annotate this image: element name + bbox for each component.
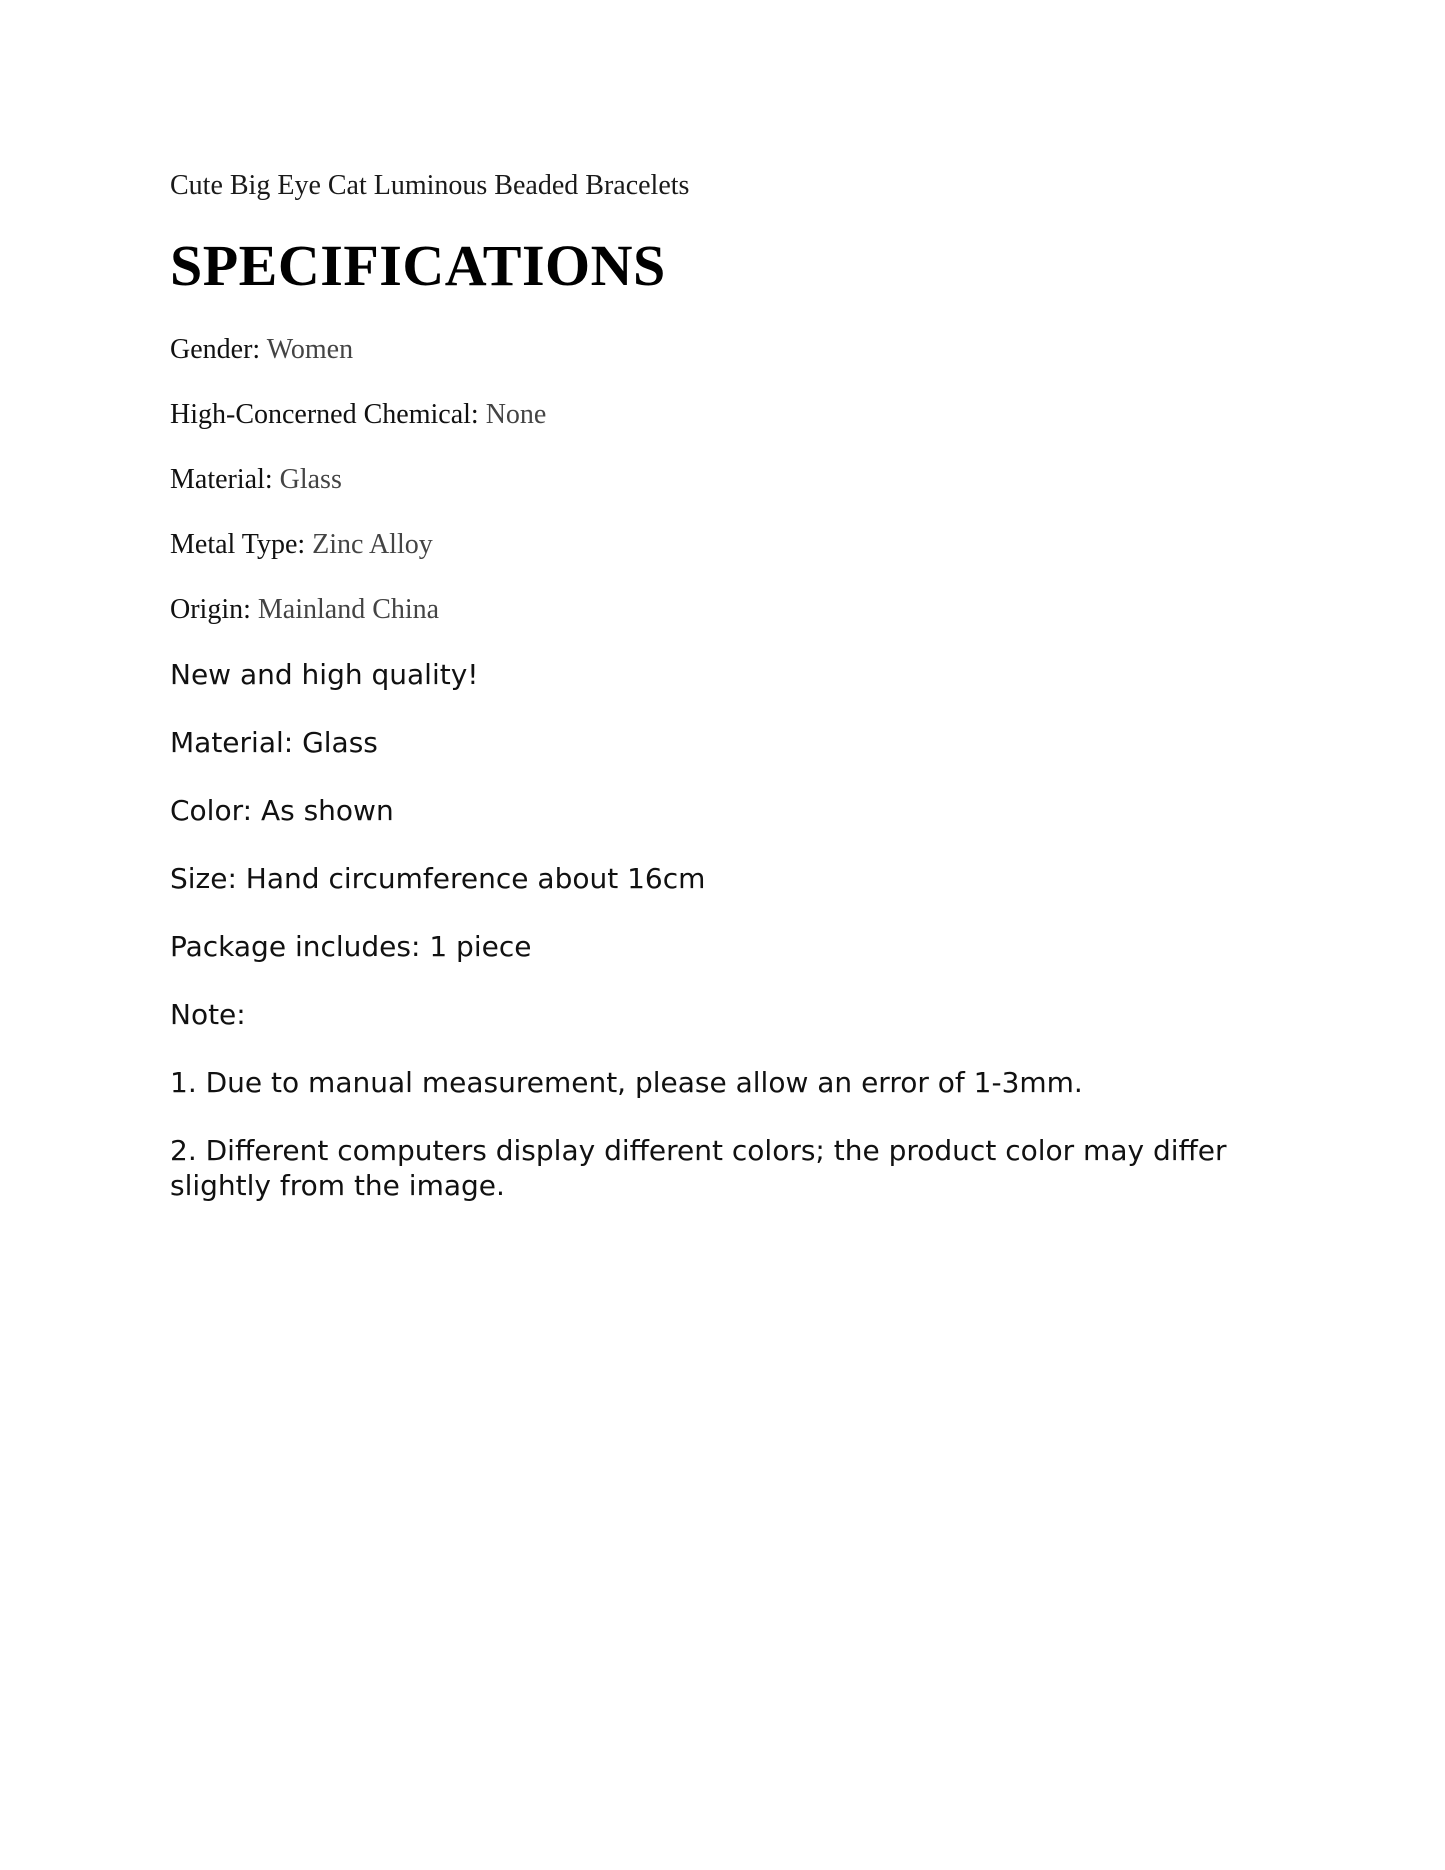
spec-key: High-Concerned Chemical: xyxy=(170,398,479,430)
spec-row-metal-type xyxy=(170,527,1290,562)
description-block xyxy=(170,657,1290,1203)
spec-value: None xyxy=(485,398,547,430)
spec-key: Gender: xyxy=(170,333,261,365)
spec-value: Glass xyxy=(279,463,342,495)
spec-key: Material: xyxy=(170,463,273,495)
description-line: Color: As shown xyxy=(170,793,394,827)
specifications-heading: SPECIFICATIONS xyxy=(170,233,666,298)
note-label: Note: xyxy=(170,997,246,1031)
description-line: Package includes: 1 piece xyxy=(170,929,532,963)
spec-value: Mainland China xyxy=(257,593,440,625)
note-item: 1. Due to manual measurement, please allow an error of 1-3mm. xyxy=(170,1065,1083,1099)
spec-value: Zinc Alloy xyxy=(312,528,433,560)
spec-key: Origin: xyxy=(170,593,251,625)
spec-list xyxy=(170,332,1290,627)
note-item: 2. Different computers display different colors; the product color may differ slightly from the image. xyxy=(170,1133,1227,1202)
product-title: Cute Big Eye Cat Luminous Beaded Bracelets xyxy=(170,170,690,201)
spec-row-chemical xyxy=(170,397,1290,432)
document-page xyxy=(170,168,1290,1236)
spec-row-origin xyxy=(170,592,1290,627)
spec-key: Metal Type: xyxy=(170,528,306,560)
description-line: Material: Glass xyxy=(170,725,378,759)
spec-row-material xyxy=(170,462,1290,497)
spec-value: Women xyxy=(266,333,354,365)
description-line: New and high quality! xyxy=(170,657,479,691)
description-line: Size: Hand circumference about 16cm xyxy=(170,861,706,895)
spec-row-gender xyxy=(170,332,1290,367)
